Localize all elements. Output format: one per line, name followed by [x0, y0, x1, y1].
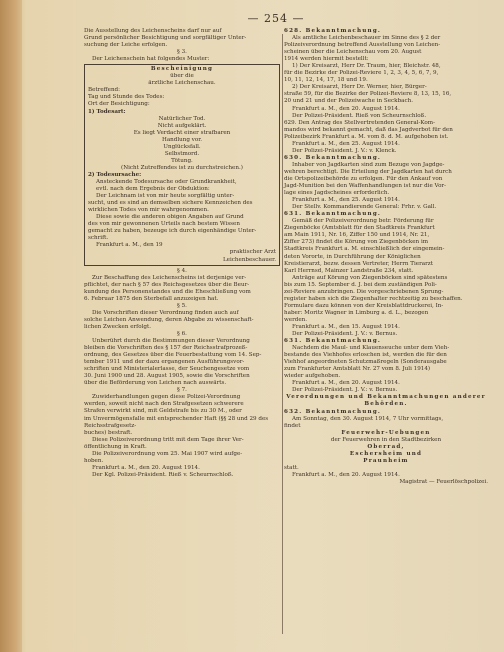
text-line: Am Sonntag, den 30. August 1914, 7 Uhr vormittags, [292, 415, 444, 422]
right-column [284, 28, 488, 486]
text-line: Karl Herrnsd, Mainzer Landstraße 234, statt. [284, 267, 414, 274]
text-line: Leichenbeschauer. [222, 256, 276, 263]
text-line: Der Polizei-Präsident. J. V.: v. Bernus. [292, 387, 398, 394]
text-line: solche Leichen Anwendung, deren Abgabe zu wissenschaft- [84, 316, 254, 323]
text-line: Polizeibezirk Frankfurt a. M. vom 8. d. M. aufgehoben ist. [284, 133, 449, 140]
book-binding [0, 0, 22, 652]
text-line: Die Polizeiverordnung vom 25. Mai 1907 wird aufge- [92, 450, 243, 457]
text-line: bestande des Viehhofes erloschen ist, werden die für den [284, 352, 447, 359]
text-line: schriften und Ministerialerlasse, der Seuchengesetze vom [84, 366, 250, 373]
text-line: scheinen über die Leichenschau vom 20. August [284, 49, 422, 56]
text-line: öffentlichung in Kraft. [84, 443, 147, 450]
text-line: Jagd-Munition bei den Waffenhandlungen ist nur die Vor- [284, 183, 446, 190]
text-line: Tötung. [171, 157, 193, 164]
text-line: Ziegenböcke (Amtsblatt für den Stadtkreis Frankfurt [284, 225, 435, 232]
text-line: zei-Reviere anzubringen. Die vorgeschriebenen Sprung- [284, 288, 444, 295]
text-line: Behörden. [364, 401, 408, 408]
text-line: Viehhof angeordneten Schutzmaßregeln (Sonderausgabe [284, 359, 447, 366]
text-line: wirklichen Todes von mir wahrgenommen. [88, 207, 209, 214]
text-line: Frankfurt a. M., den 15. August 1914. [292, 323, 400, 330]
text-line: 2) Todesursache: [88, 171, 142, 178]
text-line: lage eines Jagdscheines erforderlich. [284, 190, 390, 197]
text-line: buches) bestraft. [84, 429, 133, 436]
text-line: Kreistierarzt, bezw. dessen Vertreter, Herrn Tierarzt [284, 260, 433, 267]
text-line: Frankfurt a. M., den 20. August 1914. [92, 464, 200, 471]
text-line: Feuerwehr-Uebungen [341, 429, 431, 436]
certificate-form-box [84, 64, 280, 265]
text-line: Stadtkreis Frankfurt a. M. einschließlich der eingemein- [284, 246, 445, 253]
left-column [84, 28, 280, 479]
text-line: Bescheinigung [150, 66, 214, 73]
text-line: Frankfurt a. M., den 20. August 1914. [292, 380, 400, 387]
text-line: § 3. [177, 49, 187, 56]
text-line: evtl. nach dem Ergebnis der Obduktion: [96, 186, 210, 193]
text-line: Nicht aufgeklärt. [157, 122, 207, 129]
text-line: Unberührt durch die Bestimmungen dieser Verordnung [92, 338, 250, 345]
text-line: des von mir gewonnenen Urteils nach bestem Wissen [88, 221, 240, 228]
text-line: Polizeiverordnung betreffend Ausstellung von Leichen- [284, 42, 441, 49]
text-line: 629. Den Antrag des Stellvertretenden General-Kom- [284, 119, 435, 126]
text-line: Die Ausstellung des Leichenscheins darf nur auf [84, 28, 222, 34]
page-number: — 254 — [247, 12, 305, 25]
text-line: 632. Bekanntmachung. [284, 408, 382, 415]
text-line: wieder aufgehoben. [284, 373, 341, 380]
text-line: ärztliche Leichenschau. [148, 80, 216, 87]
text-line: ordnung, des Gesetzes über die Feuerbestattung vom 14. Sep- [84, 352, 262, 359]
text-line: gemacht zu haben, bezeuge ich durch eigenhändige Unter- [88, 228, 257, 235]
text-line: Natürlicher Tod. [158, 115, 206, 122]
text-line: Unglücksfall. [163, 143, 201, 150]
text-line: schrift. [88, 235, 109, 242]
text-line: der Feuerwehren in den Stadtbezirken [330, 436, 442, 443]
text-line: Ansteckende Todesursache oder Grundkrankheit, [96, 178, 237, 185]
text-line: Als amtliche Leichenbeschauer im Sinne des § 2 der [292, 35, 441, 42]
text-line: Eschersheim und [349, 450, 423, 457]
text-line: 631. Bekanntmachung. [284, 211, 382, 218]
text-line: Formulare dazu können von der Kreisblattdruckerei, In- [284, 302, 444, 309]
text-line: statt. [284, 464, 299, 471]
text-line: Gemäß der Polizeiverordnung betr. Förderung für [292, 218, 434, 225]
text-line: Ort der Besichtigung: [88, 101, 150, 108]
text-line: Betreffend: [88, 87, 121, 94]
text-line: 628. Bekanntmachung. [284, 28, 382, 34]
text-line: Nachdem die Maul- und Klauenseuche unter dem Vieh- [292, 345, 450, 352]
column-divider [282, 34, 283, 634]
text-line: Die Vorschriften dieser Verordnung finden auch auf [92, 309, 239, 316]
text-line: werden, soweit nicht nach den Strafgesetzen schwerere [84, 401, 244, 408]
text-line: im Unvermögensfalle mit entsprechender Haft (§§ 28 und 29 des Reichsstrafgesetz- [84, 415, 269, 429]
text-line: Der Leichenschein hat folgendes Muster: [92, 56, 210, 63]
text-line: straße 59, für die Bezirke der Polizei-Reviere 8, 13, 15, 16, [284, 91, 452, 98]
text-line: werden. [284, 316, 308, 323]
text-line: kundung des Personenstandes und die Eheschließung vom [84, 288, 251, 295]
text-line: Es liegt Verdacht einer strafbaren [133, 129, 231, 136]
text-line: pflichtet, der nach § 57 des Reichsgesetzes über die Beur- [84, 281, 250, 288]
text-line: wehren berechtigt. Die Erteilung der Jagdkarten hat durch [284, 168, 452, 175]
text-line: register haben sich die Ziegenhalter rechtzeitig zu beschaffen. [284, 295, 463, 302]
text-line: Grund persönlicher Besichtigung und sorgfältiger Unter- [84, 35, 247, 42]
text-line: über die Beförderung von Leichen nach auswärts. [84, 380, 227, 387]
text-line: Ziffer 273) findet die Körung von Ziegenböcken im [284, 239, 429, 246]
text-line: zum Frankfurter Amtsblatt Nr. 27 vom 8. Juli 1914) [284, 366, 431, 373]
text-line: Magistrat — Feuerlöschpolizei. [399, 479, 488, 485]
text-line: 1914 werden hiermit bestellt: [284, 56, 369, 63]
text-line: Verordnungen und Bekanntmachungen anderer [286, 394, 486, 401]
text-line: 1) Todesart: [88, 108, 126, 115]
text-line: Frankfurt a. M., den 19 [96, 242, 163, 249]
text-line: suchung der Leiche erfolgen. [84, 42, 168, 49]
text-line: Praunheim [363, 457, 409, 464]
text-line: Frankfurt a. M., den 20. August 1914. [292, 471, 400, 478]
text-line: haber: Moritz Wagner in Limburg a. d. L., bezogen [284, 309, 429, 316]
text-line: Der Polizei-Präsident. J. V.: v. Bernus. [292, 331, 398, 338]
text-line: für die Bezirke der Polizei-Reviere 1, 2, 3, 4, 5, 6, 7, 9, [284, 70, 439, 77]
text-line: am Main 1911, Nr. 16, Ziffer 150 und 1914, Nr. 21, [284, 232, 430, 239]
text-line: Der Kgl. Polizei-Präsident. Rieß v. Scheurnschloß. [92, 471, 234, 478]
text-line: Zuwiderhandlungen gegen diese Polizei-Verordnung [92, 394, 241, 401]
text-line: Selbstmord. [164, 150, 200, 157]
text-line: 10, 11, 12, 14, 17, 18 und 19. [284, 77, 368, 84]
text-line: Diese sowie die anderen obigen Angaben auf Grund [96, 214, 244, 221]
text-line: Anträge auf Körung von Ziegenböcken sind spätestens [292, 274, 448, 281]
text-line: 1) Der Kreisarzt, Herr Dr. Traum, hier, Bleichstr. 48, [292, 63, 441, 70]
text-line: Tag und Stunde des Todes: [88, 94, 165, 101]
text-line: hoben. [84, 457, 104, 464]
text-line: Frankfurt a. M., den 20. August 1914. [292, 105, 400, 112]
text-line: sucht, und es sind an demselben sichere Kennzeichen des [88, 200, 253, 207]
text-line: 30. Juni 1900 und 28. August 1905, sowie die Vorschriften [84, 373, 250, 380]
text-line: Frankfurt a. M., den 25. August 1914. [292, 140, 400, 147]
document-sheet [24, 12, 492, 640]
text-line: § 6. [177, 330, 187, 337]
text-line: Der Stellv. Kommandierende General: Frhr. v. Gall. [292, 204, 437, 211]
text-line: Frankfurt a. M., den 25. August 1914. [292, 197, 400, 204]
text-line: (Nicht Zutreffendes ist zu durchstreichen.) [121, 164, 243, 171]
text-line: Inhaber von Jagdkarten sind zum Bezuge von Jagdge- [292, 161, 445, 168]
text-line: lichen Zwecken erfolgt. [84, 323, 152, 330]
text-line: 2) Der Kreisarzt, Herr Dr. Werner, hier, Bürger- [292, 84, 427, 91]
text-line: § 5. [177, 302, 187, 309]
text-line: 631. Bekanntmachung. [284, 338, 382, 345]
text-line: Oberrad, [367, 443, 405, 450]
text-line: bleiben die Vorschriften des § 157 der Reichsstrafprozeß- [84, 345, 248, 352]
text-line: § 7. [177, 387, 187, 394]
text-line: Der Polizei-Präsident. J. V.: v. Klenck. [292, 147, 397, 154]
text-line: Handlung vor. [161, 136, 203, 143]
text-line: über die [170, 73, 194, 80]
text-line: Der Polizei-Präsident. Rieß von Scheurnschloß. [292, 112, 427, 119]
text-line: § 4. [177, 267, 187, 274]
text-line: die Ortspolizeibehörde zu erfolgen. Für den Ankauf von [284, 175, 443, 182]
text-line: bis zum 15. September d. J. bei dem zuständigen Poli- [284, 281, 437, 288]
text-line: tember 1911 und der dazu ergangenen Ausführungsvor- [84, 359, 245, 366]
text-line: 20 und 21 und der Polizeiwache in Seckbach. [284, 98, 414, 105]
text-line: 630. Bekanntmachung. [284, 154, 382, 161]
text-line: praktischer Arzt [229, 249, 276, 256]
text-line: findet [284, 422, 301, 429]
text-line: deten Vororte, in Durchführung der Königlichen [284, 253, 421, 260]
text-line: 6. Februar 1875 den Sterbefall anzuzeigen hat. [84, 295, 219, 302]
text-line: Zur Beschaffung des Leichenscheins ist derjenige ver- [92, 274, 247, 281]
text-line: Diese Polizeiverordnung tritt mit dem Tage ihrer Ver- [92, 436, 244, 443]
text-line: Strafen verwirkt sind, mit Geldstrafe bis zu 30 M., oder [84, 408, 242, 415]
text-line: mandos wird bekannt gemacht, daß das Jagdverbot für den [284, 126, 453, 133]
text-line: Der Leichnam ist von mir heute sorgfältig unter- [96, 193, 235, 200]
